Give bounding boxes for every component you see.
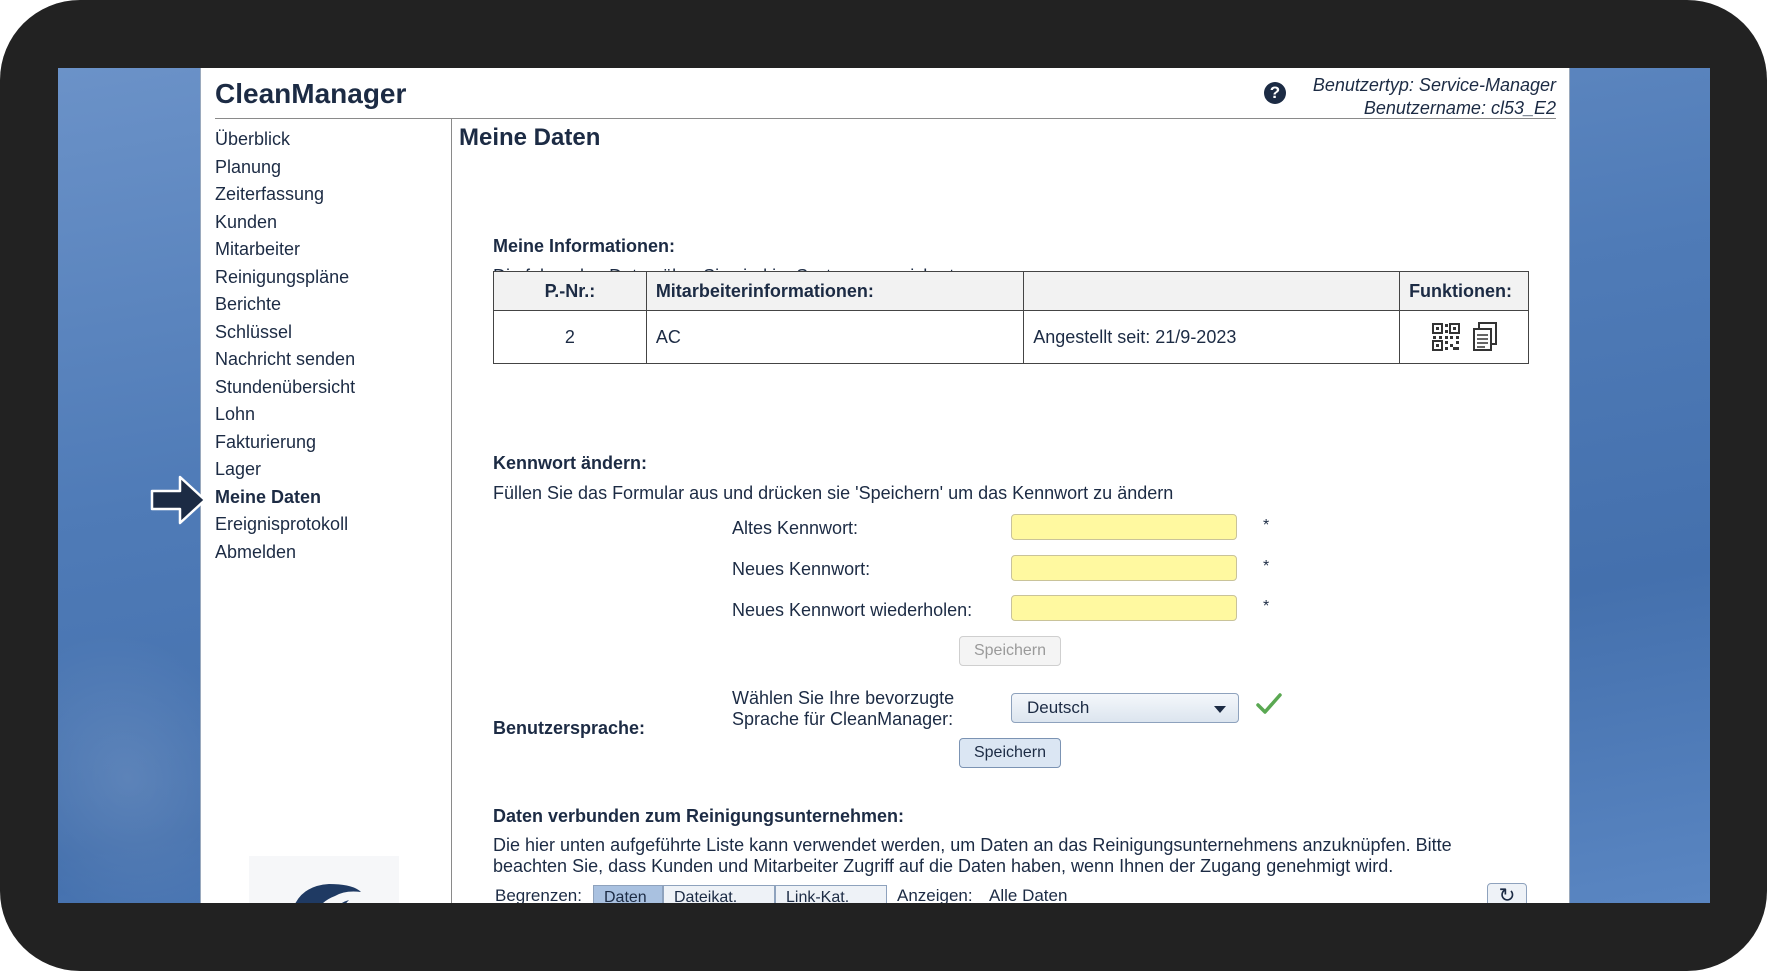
new-password-input[interactable] [1011,555,1237,581]
header [215,68,1556,119]
segment-linkkat[interactable]: Link-Kat. [775,885,887,903]
nav-menu [215,126,355,566]
user-info [1313,74,1556,120]
nav-item-nachricht-senden[interactable]: Nachricht senden [215,349,356,369]
refresh-icon[interactable]: ↻ [1487,883,1527,903]
qr-code-icon[interactable] [1431,322,1461,352]
nav-item-stundenuebersicht[interactable]: Stundenübersicht [215,376,356,397]
nav-item-zeiterfassung[interactable]: Zeiterfassung [215,184,325,204]
cell-employed-since: Angestellt seit: 21/9-2023 [1024,311,1400,364]
sidebar [201,118,452,903]
nav-item-reinigungsplaene[interactable]: Reinigungspläne [215,266,350,287]
language-select[interactable] [1011,693,1239,723]
cell-name: AC [646,311,1023,364]
table-row [494,311,1529,364]
username: Benutzername: cl53_E2 [1363,98,1556,118]
save-language-button[interactable]: Speichern [959,738,1061,768]
required-mark: * [1263,598,1270,615]
pointer-arrow-icon [150,474,208,526]
table-header-row [494,272,1529,311]
language-label-line2: Sprache für CleanManager: [732,709,954,729]
nav-item-berichte[interactable]: Berichte [215,294,282,314]
page-title: Meine Daten [459,124,601,151]
app-page [200,68,1570,903]
linked-data-section-title: Daten verbunden zum Reinigungsunternehmen: [493,806,905,826]
nav-item-lager[interactable]: Lager [215,459,262,479]
old-password-label: Altes Kennwort: [732,518,859,538]
old-password-input[interactable] [1011,514,1237,540]
info-section-title: Meine Informationen: [493,236,676,256]
language-section-title: Benutzersprache: [493,718,646,738]
filter-label: Begrenzen: [495,886,582,903]
app-title: CleanManager [215,78,407,109]
nav-item-ereignisprotokoll[interactable]: Ereignisprotokoll [215,514,349,534]
linked-data-text-line1: Die hier unten aufgeführte Liste kann verwendet werden, um Daten an das Reinigungsunternehmens anzuknüpfen. Bitte [493,835,1452,855]
cell-pnr: 2 [494,311,647,364]
show-value: Alle Daten [989,886,1068,903]
language-label-line1: Wählen Sie Ihre bevorzugte [732,688,955,708]
employee-table [493,271,1529,364]
nav-item-meine-daten[interactable]: Meine Daten [215,486,322,507]
nav-item-ueberblick[interactable]: Überblick [215,129,291,149]
nav-item-kunden[interactable]: Kunden [215,211,278,232]
cell-functions [1400,311,1529,364]
copy-document-icon[interactable] [1472,322,1498,352]
show-label: Anzeigen: [897,886,973,903]
language-selected: Deutsch [1027,698,1090,717]
required-mark: * [1263,517,1270,534]
segment-dateikat[interactable]: Dateikat. [663,885,775,903]
required-mark: * [1263,558,1270,575]
nav-item-planung[interactable]: Planung [215,156,282,177]
password-section-text: Füllen Sie das Formular aus und drücken sie 'Speichern' um das Kennwort zu ändern [493,483,1174,503]
header-functions: Funktionen: [1400,272,1529,311]
nav-item-lohn[interactable]: Lohn [215,404,256,424]
nav-item-mitarbeiter[interactable]: Mitarbeiter [215,239,301,259]
new-password-label: Neues Kennwort: [732,559,871,579]
password-section-title: Kennwort ändern: [493,453,648,473]
main-content [459,118,1559,903]
header-pnr: P.-Nr.: [494,272,647,311]
repeat-password-label: Neues Kennwort wiederholen: [732,600,973,620]
nav-item-fakturierung[interactable]: Fakturierung [215,431,317,452]
user-type: Benutzertyp: Service-Manager [1312,75,1556,95]
help-icon[interactable]: ? [1264,82,1286,104]
checkmark-icon [1255,690,1283,718]
nav-item-abmelden[interactable]: Abmelden [215,541,297,562]
header-employee-info: Mitarbeiterinformationen: [646,272,1023,311]
segment-daten[interactable]: Daten [593,885,663,903]
chevron-down-icon [1214,706,1226,713]
language-label [732,688,954,730]
desktop-background [58,68,1710,903]
repeat-password-input[interactable] [1011,595,1237,621]
linked-data-text-line2: beachten Sie, dass Kunden und Mitarbeiter Zugriff auf die Daten haben, wenn Ihnen der Zugang genehmigt wird. [493,856,1394,876]
company-logo [249,856,399,903]
nav-item-schluessel[interactable]: Schlüssel [215,321,293,342]
linked-data-text [493,835,1452,877]
header-empty [1024,272,1400,311]
save-password-button[interactable]: Speichern [959,636,1061,666]
